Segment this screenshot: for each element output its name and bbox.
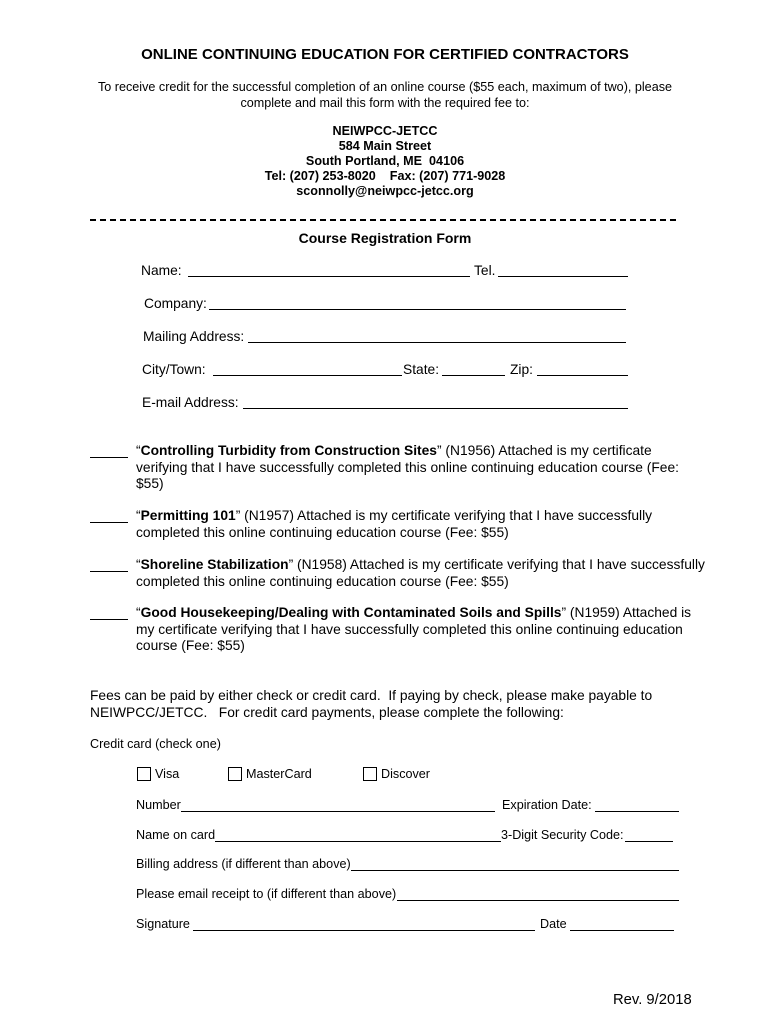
- mastercard-label: MasterCard: [246, 767, 312, 781]
- discover-checkbox[interactable]: [363, 767, 377, 781]
- phone-fax: Tel: (207) 253-8020 Fax: (207) 771-9028: [264, 169, 506, 183]
- open-quote: “: [136, 443, 141, 458]
- email-label: E-mail Address:: [142, 395, 239, 410]
- company-field[interactable]: [209, 295, 626, 310]
- name-on-card-label: Name on card: [136, 828, 216, 842]
- visa-label: Visa: [155, 767, 180, 781]
- course-line: course (Fee: $55): [136, 638, 245, 653]
- course-line: $55): [136, 476, 164, 491]
- payment-line-2: NEIWPCC/JETCC. For credit card payments, please complete the following:: [90, 705, 564, 720]
- email-receipt-row: [0, 887, 770, 902]
- company-row: [0, 295, 770, 312]
- course-description: [136, 508, 652, 541]
- name-field[interactable]: [188, 262, 470, 277]
- course-line: [136, 508, 652, 525]
- course-title: Shoreline Stabilization: [140, 557, 289, 572]
- course-line: verifying that I have successfully completed this online continuing education course (Fee:: [136, 459, 679, 475]
- course-option-n1957: [0, 508, 770, 558]
- card-type-options: [0, 767, 770, 782]
- course-line: completed this online continuing education course (Fee: $55): [136, 573, 509, 589]
- state-field[interactable]: [442, 361, 505, 376]
- course-code-text: ” (N1959) Attached is: [561, 605, 692, 620]
- organization-name: NEIWPCC-JETCC: [332, 124, 438, 138]
- payment-line-1: Fees can be paid by either check or credit card. If paying by check, please make payable to: [90, 688, 653, 703]
- card-number-row: [0, 798, 770, 813]
- contact-email: sconnolly@neiwpcc-jetcc.org: [296, 184, 474, 198]
- course-description: [136, 557, 705, 590]
- intro-paragraph: [0, 79, 770, 111]
- email-receipt-field[interactable]: [397, 887, 679, 901]
- course-selection-blank[interactable]: [90, 605, 128, 620]
- city-state-zip: South Portland, ME 04106: [305, 154, 465, 168]
- name-tel-row: [0, 262, 770, 279]
- mastercard-checkbox[interactable]: [228, 767, 242, 781]
- credit-card-heading: Credit card (check one): [90, 737, 221, 751]
- intro-line-1: To receive credit for the successful completion of an online course ($55 each, maximum of two), please: [98, 80, 672, 94]
- course-code-text: ” (N1956) Attached is my certificate: [436, 443, 652, 458]
- name-on-card-field[interactable]: [215, 828, 501, 842]
- course-line: my certificate verifying that I have successfully completed this online continuing education: [136, 621, 683, 637]
- signature-label: Signature: [136, 917, 190, 931]
- course-description: [136, 605, 691, 655]
- billing-address-row: [0, 857, 770, 872]
- course-selection-blank[interactable]: [90, 443, 128, 458]
- name-label: Name:: [141, 263, 182, 278]
- document-title: ONLINE CONTINUING EDUCATION FOR CERTIFIED CONTRACTORS: [141, 46, 629, 63]
- open-quote: “: [136, 557, 141, 572]
- intro-line-2: complete and mail this form with the required fee to:: [240, 96, 530, 110]
- visa-checkbox[interactable]: [137, 767, 151, 781]
- course-selection-blank[interactable]: [90, 508, 128, 523]
- company-label: Company:: [144, 296, 207, 311]
- zip-label: Zip:: [510, 362, 533, 377]
- tel-label: Tel.: [474, 263, 496, 278]
- billing-address-field[interactable]: [351, 857, 679, 871]
- mailing-address-field[interactable]: [248, 328, 626, 343]
- security-code-label: 3-Digit Security Code:: [501, 828, 624, 842]
- discover-label: Discover: [381, 767, 430, 781]
- billing-address-label: Billing address (if different than above): [136, 857, 351, 871]
- security-code-field[interactable]: [625, 828, 673, 842]
- payment-instructions: [90, 687, 652, 721]
- zip-field[interactable]: [537, 361, 628, 376]
- signature-row: [0, 917, 770, 932]
- expiration-date-label: Expiration Date:: [502, 798, 592, 812]
- date-label: Date: [540, 917, 567, 931]
- revision-date: Rev. 9/2018: [613, 992, 692, 1008]
- course-code-text: ” (N1957) Attached is my certificate verifying that I have successfully: [235, 508, 653, 523]
- open-quote: “: [136, 605, 141, 620]
- card-number-label: Number: [136, 798, 181, 812]
- course-title: Permitting 101: [140, 508, 236, 523]
- email-receipt-label: Please email receipt to (if different than above): [136, 887, 397, 901]
- course-line: [136, 605, 691, 622]
- course-code-text: ” (N1958) Attached is my certificate verifying that I have successfully: [288, 557, 705, 572]
- course-option-n1959: [0, 605, 770, 655]
- course-description: [136, 443, 679, 493]
- signature-field[interactable]: [193, 917, 535, 931]
- city-label: City/Town:: [142, 362, 206, 377]
- tel-field[interactable]: [498, 262, 628, 277]
- registration-form-heading: Course Registration Form: [298, 230, 472, 246]
- course-option-n1956: [0, 443, 770, 493]
- dashed-separator: [90, 219, 680, 221]
- state-label: State:: [403, 362, 440, 377]
- email-row: [0, 394, 770, 411]
- city-state-zip-row: [0, 361, 770, 378]
- course-line: [136, 557, 705, 574]
- expiration-date-field[interactable]: [595, 798, 679, 812]
- name-on-card-row: [0, 828, 770, 843]
- course-selection-blank[interactable]: [90, 557, 128, 572]
- mailing-address-row: [0, 328, 770, 345]
- course-title: Controlling Turbidity from Construction Sites: [140, 443, 437, 458]
- open-quote: “: [136, 508, 141, 523]
- mailing-address-block: [0, 124, 770, 199]
- course-option-n1958: [0, 557, 770, 607]
- card-number-field[interactable]: [181, 798, 495, 812]
- course-line: [136, 443, 679, 460]
- street-address: 584 Main Street: [338, 139, 432, 153]
- email-field[interactable]: [243, 394, 628, 409]
- course-line: completed this online continuing education course (Fee: $55): [136, 524, 509, 540]
- date-field[interactable]: [570, 917, 674, 931]
- course-title: Good Housekeeping/Dealing with Contaminated Soils and Spills: [140, 605, 562, 620]
- city-field[interactable]: [213, 361, 402, 376]
- mailing-address-label: Mailing Address:: [143, 329, 245, 344]
